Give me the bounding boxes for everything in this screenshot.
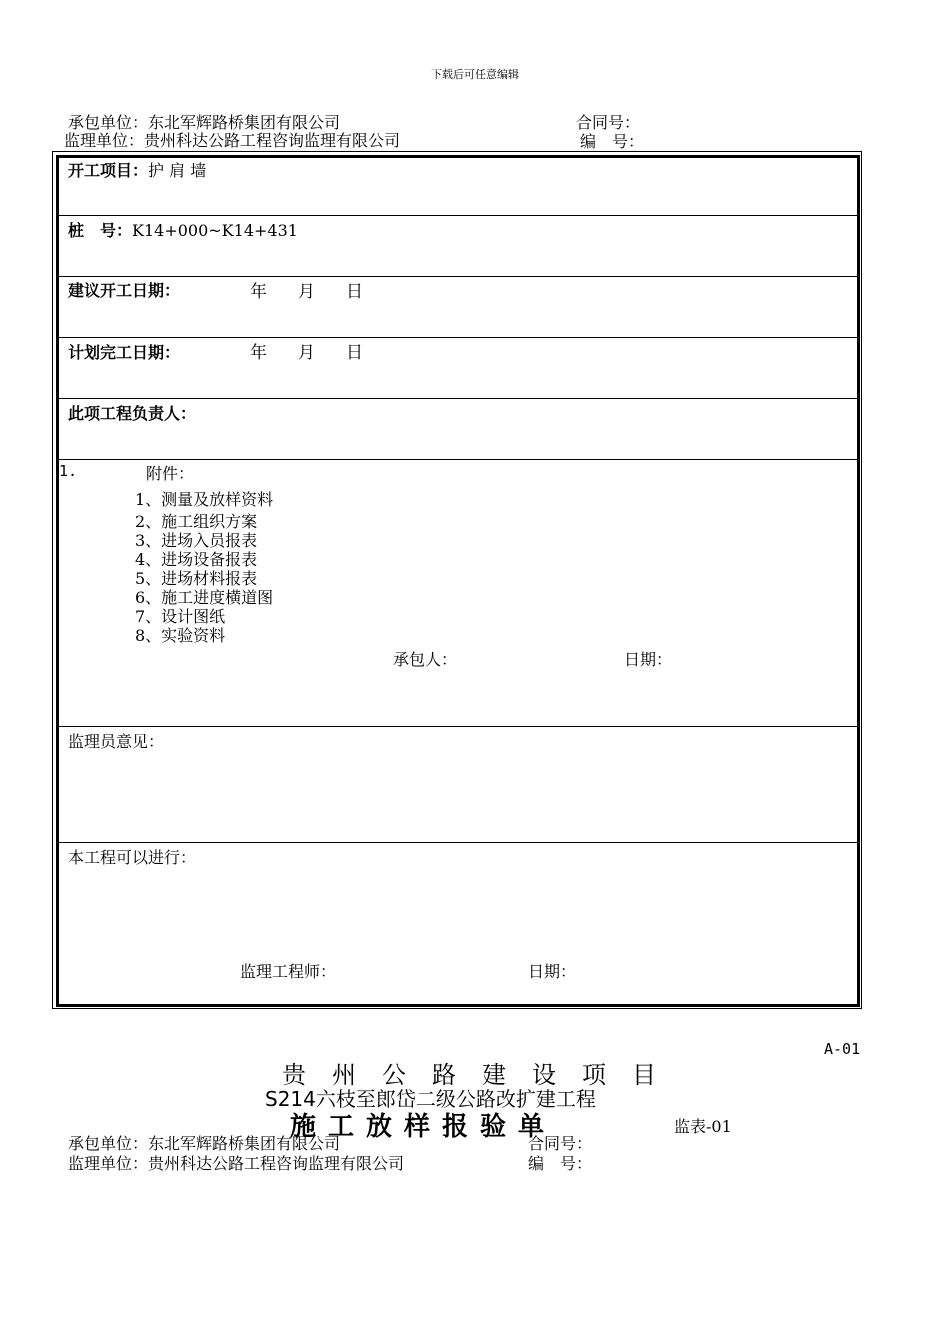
start-year: 年 — [250, 282, 267, 302]
attachment-item: 7、设计图纸 — [135, 607, 226, 626]
contractor-unit-2: 承包单位：东北军辉路桥集团有限公司 — [68, 1134, 341, 1153]
form-number: 监表-01 — [674, 1117, 732, 1136]
title-project: 贵州公路建设项目 — [282, 1061, 682, 1089]
station-label: 桩 号： — [68, 221, 133, 240]
item-number: 1. — [59, 462, 78, 480]
attachment-item: 4、进场设备报表 — [135, 550, 258, 569]
finish-year: 年 — [250, 343, 267, 363]
title-engineering: S214六枝至郎岱二级公路改扩建工程 — [265, 1087, 596, 1111]
engineer-signature-label: 监理工程师： — [240, 962, 337, 981]
engineer-date-label: 日期： — [528, 962, 577, 981]
start-day: 日 — [346, 282, 363, 302]
attachment-item: 2、施工组织方案 — [135, 512, 258, 531]
top-note: 下载后可任意编辑 — [431, 68, 519, 81]
row-divider — [59, 459, 860, 460]
form-title: 施工放样报验单 — [290, 1112, 557, 1142]
row-divider — [59, 726, 860, 727]
serial-number-label: 编 号： — [580, 132, 645, 151]
attachment-item: 8、实验资料 — [135, 626, 226, 645]
can-proceed-label: 本工程可以进行： — [68, 848, 197, 867]
station-row — [68, 218, 298, 241]
contract-number-label-2: 合同号： — [528, 1134, 593, 1153]
attachment-item: 1、测量及放样资料 — [135, 490, 274, 509]
row-divider — [59, 842, 860, 843]
contractor-unit: 承包单位：东北军辉路桥集团有限公司 — [68, 113, 341, 132]
row-divider — [59, 337, 860, 338]
project-label: 开工项目： — [68, 161, 149, 180]
finish-day: 日 — [346, 343, 363, 363]
serial-number-label-2: 编 号： — [528, 1154, 593, 1173]
project-value: 护 肩 墙 — [148, 161, 207, 180]
attachments-label: 附件： — [146, 464, 195, 483]
inspector-opinion-label: 监理员意见： — [68, 732, 165, 751]
contractor-signature-label: 承包人： — [393, 650, 458, 669]
contractor-date-label: 日期： — [624, 650, 673, 669]
attachment-item: 5、进场材料报表 — [135, 569, 258, 588]
project-row — [68, 158, 206, 181]
attachment-item: 6、施工进度横道图 — [135, 588, 274, 607]
form-code: A-01 — [824, 1040, 861, 1058]
finish-date-label: 计划完工日期： — [68, 343, 181, 362]
row-divider — [59, 215, 860, 216]
station-value: K14+000~K14+431 — [132, 221, 298, 240]
start-month: 月 — [298, 282, 315, 302]
finish-month: 月 — [298, 343, 315, 363]
start-date-label: 建议开工日期： — [68, 281, 181, 300]
supervisor-unit: 监理单位：贵州科达公路工程咨询监理有限公司 — [64, 131, 401, 150]
row-divider — [59, 276, 860, 277]
row-divider — [59, 398, 860, 399]
supervisor-unit-2: 监理单位：贵州科达公路工程咨询监理有限公司 — [68, 1154, 405, 1173]
person-in-charge-label: 此项工程负责人： — [68, 404, 197, 423]
contract-number-label: 合同号： — [576, 113, 641, 132]
attachment-item: 3、进场入员报表 — [135, 531, 258, 550]
